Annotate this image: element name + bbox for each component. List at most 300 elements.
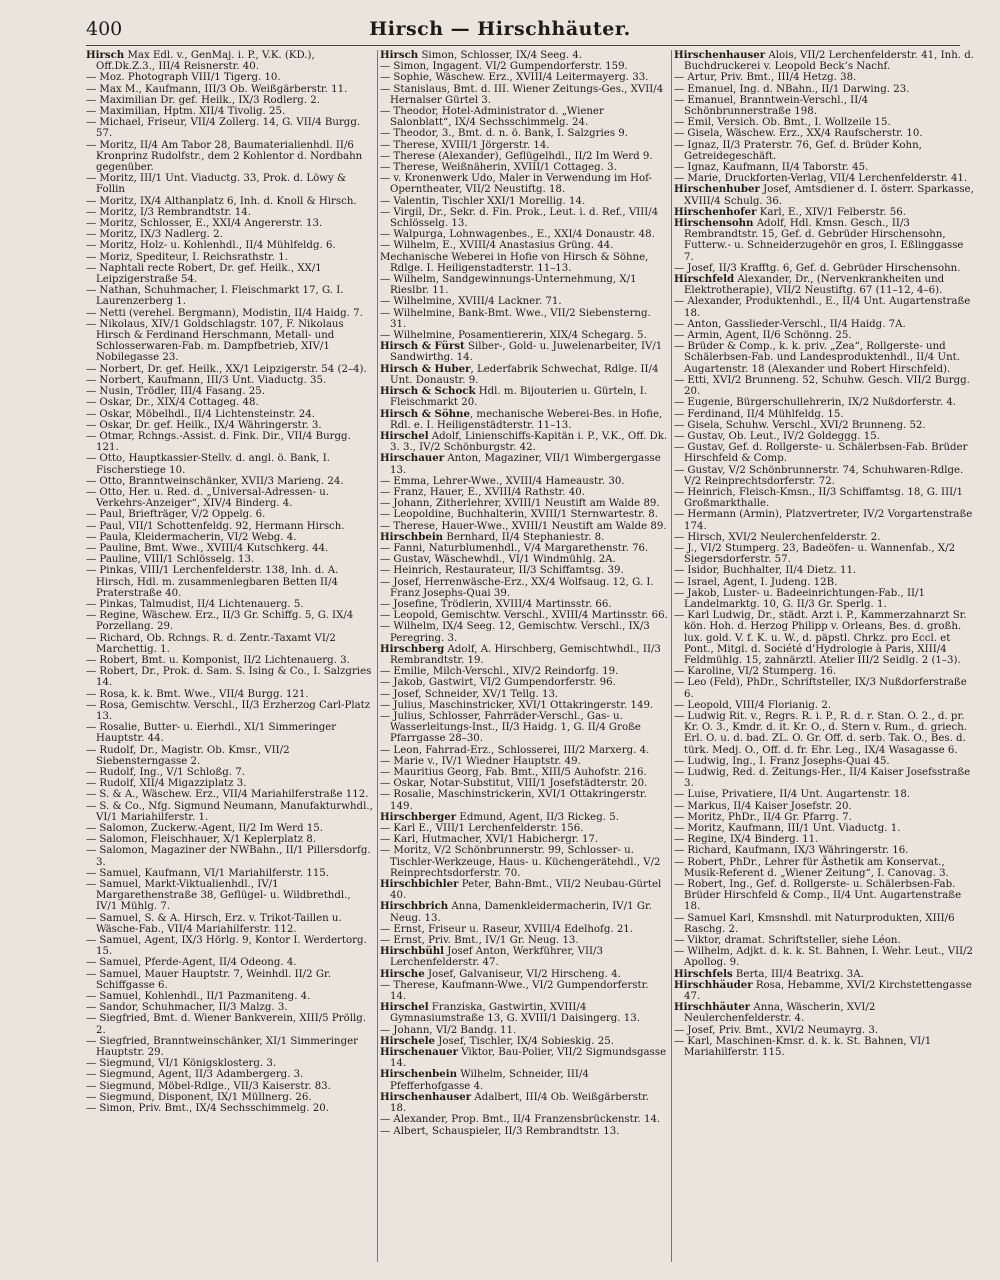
entry-text: — Mauritius Georg, Fab. Bmt., XIII/5 Auhofstr. 216. bbox=[380, 767, 647, 778]
directory-entry bbox=[380, 823, 668, 834]
entry-text: — Ignaz, II/3 Praterstr. 76, Gef. d. Brüder Kohn, Getreidegeschäft. bbox=[674, 139, 922, 162]
directory-entry bbox=[86, 72, 374, 83]
entry-surname: Hirsch bbox=[380, 50, 419, 61]
entry-text: — Robert, Bmt. u. Komponist, II/2 Lichtenauerg. 3. bbox=[86, 654, 350, 666]
directory-entry bbox=[674, 274, 974, 296]
entry-text: — Jakob, Luster- u. Badeeinrichtungen-Fab., II/1 Landelmarktg. 10, G. II/3 Gr. Sperlg. 1. bbox=[674, 587, 925, 610]
entry-text: — Moritz, III/1 Unt. Viaductg. 33, Prok. d. Löwy & Follin bbox=[86, 173, 347, 196]
entry-text: — Emanuel, Ing. d. NBahn., II/1 Darwing. 23. bbox=[674, 83, 910, 95]
entry-text: — Emma, Lehrer-Wwe., XVIII/4 Hameaustr. 30. bbox=[380, 475, 625, 487]
entry-text: — Hirsch, XVI/2 Neulerchenfelderstr. 2. bbox=[674, 531, 881, 543]
directory-entry bbox=[86, 84, 374, 95]
entry-surname: Hirschenhauser bbox=[674, 50, 766, 61]
directory-entry bbox=[674, 397, 974, 408]
entry-text: Rosa, Hebamme, XVI/2 Kirchstettengasse 47. bbox=[684, 979, 972, 1003]
entry-text: — Robert, Dr., Prok. d. Sam. S. Ising & Co., I. Salzgries 14. bbox=[86, 666, 372, 689]
entry-text: — Pinkas, Talmudist, II/4 Lichtenauerg. 5. bbox=[86, 598, 304, 610]
directory-entry bbox=[380, 509, 668, 520]
entry-text: — Moz. Photograph VIII/1 Tigerg. 10. bbox=[86, 72, 281, 84]
directory-entry bbox=[380, 543, 668, 554]
entry-text: — Leopold, VIII/4 Florianig. 2. bbox=[674, 699, 832, 711]
directory-entry bbox=[674, 532, 974, 543]
column-3 bbox=[674, 50, 974, 1262]
entry-text: — Samuel, Agent, IX/3 Hörlg. 9, Kontor I. Werdertorg. 15. bbox=[86, 935, 367, 958]
entry-text: — Ignaz, Kaufmann, II/4 Taborstr. 45. bbox=[674, 162, 869, 174]
column-2 bbox=[380, 50, 668, 1262]
directory-entry bbox=[86, 386, 374, 397]
directory-entry bbox=[86, 509, 374, 520]
directory-entry bbox=[86, 173, 374, 195]
entry-text: — Norbert, Kaufmann, III/3 Unt. Viaductg. 35. bbox=[86, 374, 327, 386]
entry-text: — Moritz, I/3 Rembrandtstr. 14. bbox=[86, 206, 251, 218]
entry-text: — Robert, PhDr., Lehrer für Ästhetik am Konservat., Musik-Referent d. „Wiener Zeitung“, I. Canovag. 3. bbox=[674, 856, 949, 879]
entry-text: — Rudolf, Ing., V/1 Schloßg. 7. bbox=[86, 767, 245, 778]
directory-entry bbox=[86, 218, 374, 229]
directory-entry bbox=[380, 453, 668, 475]
entry-text: — Samuel, Markt-Viktualienhdl., IV/1 Margarethenstraße 38, Geflügel- u. Wildbrethdl., IV/1 Mühlg. 7. bbox=[86, 879, 351, 913]
directory-entry bbox=[86, 700, 374, 722]
directory-entry bbox=[674, 812, 974, 823]
entry-text: — Ludwig, Ing., I. Franz Josephs-Quai 45. bbox=[674, 755, 890, 767]
entry-text: — Netti (verehel. Bergmann), Modistin, II/4 Haidg. 7. bbox=[86, 307, 363, 319]
directory-entry bbox=[380, 901, 668, 923]
entry-text: — Alexander, Produktenhdl., E., II/4 Unt. Augartenstraße 18. bbox=[674, 296, 971, 319]
directory-entry bbox=[380, 84, 668, 106]
entry-text: — Otto, Branntweinschänker, XVII/3 Marieng. 24. bbox=[86, 475, 344, 487]
directory-entry bbox=[86, 229, 374, 240]
entry-text: — Brüder & Comp., k. k. priv. „Zea“, Rollgerste- und Schälerbsen-Fab. und Landesproduktenhdl., II/4 Unt. Augartenstr. 18 (Alexander und Robert Hirschfeld). bbox=[674, 341, 960, 375]
entry-surname: Hirschensohn bbox=[674, 217, 754, 230]
directory-entry bbox=[674, 767, 974, 789]
entry-text: — Gisela, Wäschew. Erz., XX/4 Raufscherstr. 10. bbox=[674, 128, 923, 140]
directory-entry bbox=[380, 677, 668, 688]
directory-entry bbox=[674, 588, 974, 610]
directory-entry bbox=[674, 84, 974, 95]
column-divider bbox=[377, 50, 378, 1262]
directory-entry bbox=[86, 879, 374, 913]
directory-entry bbox=[380, 812, 668, 823]
directory-entry bbox=[86, 1092, 374, 1103]
directory-entry bbox=[380, 845, 668, 879]
entry-text: — Siegmund, VI/1 Königsklosterg. 3. bbox=[86, 1058, 277, 1070]
entry-text: Alexander, Dr., (Nervenkrankheiten und Elektrotherapie), VII/2 Neustiftg. 67 (11–12, 4–6). bbox=[684, 274, 945, 297]
entry-surname: Hirschenauer bbox=[380, 1046, 458, 1059]
entry-text: Simon, Schlosser, IX/4 Seeg. 4. bbox=[418, 50, 583, 61]
directory-entry bbox=[380, 308, 668, 330]
directory-entry bbox=[380, 756, 668, 767]
directory-entry bbox=[674, 935, 974, 946]
entry-text: — Franz, Hauer, E., XVIII/4 Rathstr. 40. bbox=[380, 486, 585, 498]
directory-entry bbox=[674, 666, 974, 677]
entry-text: Anton, Magaziner, VII/1 Wimbergergasse 13. bbox=[390, 453, 661, 476]
directory-entry bbox=[674, 117, 974, 128]
directory-entry bbox=[86, 95, 374, 106]
entry-text: — Josef, Herrenwäsche-Erz., XX/4 Wolfsaug. 12, G. I. Franz Josephs-Quai 39. bbox=[380, 576, 654, 599]
directory-entry bbox=[86, 106, 374, 117]
directory-entry bbox=[380, 879, 668, 901]
directory-entry bbox=[674, 465, 974, 487]
entry-text: — Therese, Weißnäherin, XVIII/1 Cottageg. 3. bbox=[380, 162, 617, 174]
directory-entry bbox=[380, 1002, 668, 1024]
entry-text: — Gustav, Wäschewhdl., VI/1 Windmühlg. 2A. bbox=[380, 554, 616, 566]
directory-entry bbox=[674, 980, 974, 1002]
entry-text: — Samuel, Kaufmann, VI/1 Mariahilferstr. 115. bbox=[86, 867, 330, 879]
entry-text: — Emilie, Milch-Verschl., XIV/2 Reindorfg. 19. bbox=[380, 666, 619, 678]
directory-entry bbox=[86, 565, 374, 599]
entry-text: — Otmar, Rchngs.-Assist. d. Fink. Dir., VII/4 Burgg. 121. bbox=[86, 430, 351, 454]
directory-entry bbox=[86, 689, 374, 700]
entry-text: — Oskar, Dr., XIX/4 Cottageg. 48. bbox=[86, 397, 259, 409]
directory-entry bbox=[380, 364, 668, 386]
entry-text: Peter, Bahn-Bmt., VII/2 Neubau-Gürtel 40. bbox=[390, 879, 662, 902]
entry-text: — Valentin, Tischler XXI/1 Morellig. 14. bbox=[380, 195, 586, 207]
entry-text: — Ferdinand, II/4 Mühlfeldg. 15. bbox=[674, 408, 844, 420]
directory-entry bbox=[86, 263, 374, 285]
entry-text: — Wilhelm, Adjkt. d. k. k. St. Bahnen, I. Wehr. Leut., VII/2 Apollog. 9. bbox=[674, 946, 974, 969]
directory-entry bbox=[86, 397, 374, 408]
directory-entry bbox=[674, 431, 974, 442]
entry-text: — Gisela, Schuhw. Verschl., XVI/2 Brunneng. 52. bbox=[674, 419, 926, 431]
entry-text: — Johann, Zitherlehrer, XVIII/1 Neustift am Walde 89. bbox=[380, 498, 660, 510]
entry-text: — Julius, Maschinstricker, XVI/1 Ottakringerstr. 149. bbox=[380, 699, 654, 711]
directory-entry bbox=[674, 756, 974, 767]
entry-surname: Hirsch & Fürst bbox=[380, 340, 465, 353]
entry-text: Adolf, Hdl. Kmsn. Gesch., II/3 Rembrandtstr. 15, Gef. d. Gebrüder Hirschensohn, Futterw.- u. Schneiderzugehör en gros, I. Eßlinggasse 7. bbox=[684, 218, 964, 263]
entry-text: — Oskar, Möbelhdl., II/4 Lichtensteinstr. 24. bbox=[86, 408, 316, 420]
entry-text: Max Edl. v., GenMaj. i. P., V.K. (KD.), Off.Dk.Z.3., III/4 Reisnerstr. 40. bbox=[96, 50, 315, 73]
directory-entry bbox=[674, 913, 974, 935]
entry-text: Viktor, Bau-Polier, VII/2 Sigmundsgasse 14. bbox=[390, 1047, 667, 1070]
directory-entry bbox=[86, 521, 374, 532]
directory-entry bbox=[86, 666, 374, 688]
entry-text: — Rudolf, Dr., Magistr. Ob. Kmsr., VII/2 Siebensterngasse 2. bbox=[86, 744, 290, 767]
directory-entry bbox=[86, 252, 374, 263]
entry-text: — Oskar, Dr. gef. Heilk., IX/4 Währingerstr. 3. bbox=[86, 419, 322, 431]
directory-entry bbox=[86, 868, 374, 879]
entry-text: — Regine, IX/4 Binderg. 11. bbox=[674, 834, 819, 846]
directory-entry bbox=[674, 442, 974, 464]
directory-entry bbox=[674, 218, 974, 263]
directory-entry bbox=[380, 1047, 668, 1069]
directory-entry bbox=[86, 633, 374, 655]
entry-text: — Fanni, Naturblumenhdl., V/4 Margarethenstr. 76. bbox=[380, 542, 649, 554]
entry-text: — Rosalie, Maschinstrickerin, XVI/1 Ottakringerstr. 149. bbox=[380, 789, 647, 812]
entry-text: Josef, Tischler, IX/4 Sobieskig. 25. bbox=[435, 1035, 614, 1047]
directory-entry bbox=[674, 375, 974, 397]
entry-text: — Karl Ludwig, Dr., städt. Arzt i. P., Kammerzahnarzt Sr. kön. Hoh. d. Herzog Philipp v. Orleans, Bes. d. großh. lux. gold. V. f. K. u. W., d. päpstl. Chrkz. pro Eccl. et Pont., Mitgl. d. Société d’Hydrologie à Paris, XIII/4 Feldmühlg. 15, zahnärztl. Atelier III/2 Seidlg. 2 (1–3). bbox=[674, 610, 967, 666]
entry-text: Silber-, Gold- u. Juwelenarbeiter, IV/1 Sandwirthg. 14. bbox=[390, 341, 663, 364]
directory-entry bbox=[674, 72, 974, 83]
directory-entry bbox=[380, 1069, 668, 1091]
directory-entry bbox=[380, 621, 668, 643]
directory-entry bbox=[86, 935, 374, 957]
entry-text: — Gustav, V/2 Schönbrunnerstr. 74, Schuhwaren-Rdlge. V/2 Reinprechtsdorferstr. 72. bbox=[674, 464, 964, 487]
directory-entry bbox=[86, 778, 374, 789]
entry-text: — S. & Co., Nfg. Sigmund Neumann, Manufakturwhdl., VI/1 Mariahilferstr. 1. bbox=[86, 800, 373, 823]
column-1 bbox=[86, 50, 374, 1262]
entry-text: — Josef, Schneider, XV/1 Tellg. 13. bbox=[380, 688, 559, 700]
entry-text: — Maximilian, Hptm. XII/4 Tivolig. 25. bbox=[86, 106, 286, 118]
directory-entry bbox=[380, 946, 668, 968]
directory-entry bbox=[674, 95, 974, 117]
entry-text: — Gustav, Gef. d. Rollgerste- u. Schälerbsen-Fab. Brüder Hirschfeld & Comp. bbox=[674, 442, 968, 465]
directory-entry bbox=[674, 296, 974, 318]
entry-text: — Regine, Wäschew. Erz., II/3 Gr. Schiffg. 5, G. IX/4 Porzellang. 29. bbox=[86, 610, 354, 633]
directory-entry bbox=[674, 857, 974, 879]
directory-entry bbox=[674, 879, 974, 913]
directory-entry bbox=[674, 834, 974, 845]
directory-entry bbox=[674, 319, 974, 330]
directory-entry bbox=[380, 50, 668, 61]
directory-entry bbox=[380, 700, 668, 711]
directory-entry bbox=[86, 722, 374, 744]
entry-text: — Moritz, PhDr., II/4 Gr. Pfarrg. 7. bbox=[674, 811, 852, 823]
entry-surname: Hirschenbein bbox=[380, 1068, 457, 1081]
entry-text: — Gustav, Ob. Leut., IV/2 Goldeggg. 15. bbox=[674, 430, 880, 442]
directory-entry bbox=[86, 308, 374, 319]
entry-text: — Moritz, II/4 Am Tabor 28, Baumaterialienhdl. II/6 Kronprinz Rudolfstr., dem 2 Kohlentor d. Nordbahn gegenüber. bbox=[86, 139, 363, 174]
entry-text: — Wilhelmine, Posamentiererin, XIX/4 Schegarg. 5. bbox=[380, 330, 647, 342]
entry-text: — Armin, Agent, II/6 Schönng. 25. bbox=[674, 330, 852, 342]
directory-entry bbox=[86, 543, 374, 554]
entry-text: — Theodor, 3., Bmt. d. n. ö. Bank, I. Salzgries 9. bbox=[380, 128, 629, 140]
entry-text: — Wilhelm, IX/4 Seeg. 12, Gemischtw. Verschl., IX/3 Peregring. 3. bbox=[380, 621, 650, 644]
entry-text: — Rosalie, Butter- u. Eierhdl., XI/1 Simmeringer Hauptstr. 44. bbox=[86, 722, 337, 745]
directory-entry bbox=[86, 532, 374, 543]
directory-entry bbox=[674, 420, 974, 431]
directory-entry bbox=[380, 409, 668, 431]
entry-text: — Robert, Ing., Gef. d. Rollgerste- u. Schälerbsen-Fab. Brüder Hirschfeld & Comp., II/4 Unt. Augartenstraße 18. bbox=[674, 879, 962, 913]
entry-text: — Otto, Hauptkassier-Stellv. d. angl. ö. Bank, I. Fischerstiege 10. bbox=[86, 453, 331, 476]
entry-text: — Sophie, Wäschew. Erz., XVIII/4 Leitermayerg. 33. bbox=[380, 72, 649, 84]
directory-entry bbox=[674, 50, 974, 72]
directory-entry bbox=[380, 476, 668, 487]
entry-text: Josef Anton, Werkführer, VII/3 Lerchenfelderstr. 47. bbox=[390, 946, 603, 969]
directory-entry bbox=[86, 599, 374, 610]
entry-text: Mechanische Weberei in Hofie von Hirsch & Söhne, Rdlge. I. Heiligenstadterstr. 11–13. bbox=[380, 251, 649, 274]
entry-text: — Josefine, Trödlerin, XVIII/4 Martinsstr. 66. bbox=[380, 598, 612, 610]
directory-entry bbox=[86, 1013, 374, 1035]
entry-text: — Moritz, Schlosser, E., XXI/4 Angererstr. 13. bbox=[86, 218, 323, 230]
entry-surname: Hirschhäuder bbox=[674, 978, 753, 991]
entry-surname: Hirschauer bbox=[380, 452, 445, 465]
directory-entry bbox=[86, 554, 374, 565]
entry-text: — Siegmund, Möbel-Rdlge., VII/3 Kaiserstr. 83. bbox=[86, 1080, 331, 1092]
directory-entry bbox=[674, 700, 974, 711]
directory-entry bbox=[674, 565, 974, 576]
entry-text: — Siegfried, Bmt. d. Wiener Bankverein, XIII/5 Pröllg. 2. bbox=[86, 1013, 367, 1036]
entry-text: — S. & A., Wäschew. Erz., VII/4 Mariahilferstraße 112. bbox=[86, 789, 369, 801]
directory-entry bbox=[674, 1025, 974, 1036]
directory-entry bbox=[380, 252, 668, 274]
entry-text: — Oskar, Notar-Substitut, VIII/1 Josefstädterstr. 20. bbox=[380, 778, 648, 790]
entry-surname: Hirschenhauser bbox=[380, 1090, 472, 1103]
directory-entry bbox=[86, 431, 374, 453]
entry-surname: Hirschenhuber bbox=[674, 183, 760, 196]
directory-entry bbox=[674, 677, 974, 699]
directory-entry bbox=[674, 1002, 974, 1024]
entry-surname: Hirschbichler bbox=[380, 878, 459, 891]
entry-text: — Marie v., IV/1 Wiedner Hauptstr. 49. bbox=[380, 755, 581, 767]
directory-entry bbox=[380, 229, 668, 240]
entry-text: — Karl, Maschinen-Kmsr. d. k. k. St. Bahnen, VI/1 Mariahilferstr. 115. bbox=[674, 1035, 932, 1059]
directory-entry bbox=[86, 913, 374, 935]
page-number: 400 bbox=[86, 18, 123, 40]
entry-text: — Pinkas, VIII/1 Lerchenfelderstr. 138, Inh. d. A. Hirsch, Hdl. m. zusammenlegbaren Betten II/4 Praterstraße 40. bbox=[86, 565, 339, 599]
directory-entry bbox=[380, 767, 668, 778]
directory-entry bbox=[380, 196, 668, 207]
entry-text: — Julius, Schlosser, Fahrräder-Verschl., Gas- u. Wasserleitungs-Inst., II/3 Haidg. 1, G. II/4 Große Pfarrgasse 28–30. bbox=[380, 710, 641, 745]
directory-entry bbox=[86, 375, 374, 386]
entry-text: — Nusin, Trödler, III/4 Fasang. 25. bbox=[86, 386, 265, 398]
directory-entry bbox=[86, 117, 374, 139]
entry-surname: Hirsch & Söhne bbox=[380, 407, 470, 420]
directory-entry bbox=[86, 196, 374, 207]
entry-text: — Pauline, VIII/1 Schlösselg. 13. bbox=[86, 554, 255, 566]
entry-text: — Leopold, Gemischtw. Verschl., XVIII/4 Martinsstr. 66. bbox=[380, 610, 668, 622]
directory-entry bbox=[86, 453, 374, 475]
directory-entry bbox=[380, 173, 668, 195]
directory-entry bbox=[674, 711, 974, 756]
entry-surname: Hirsch & Huber bbox=[380, 362, 471, 375]
title-rule bbox=[86, 45, 960, 46]
directory-entry bbox=[380, 341, 668, 363]
entry-text: — Max M., Kaufmann, III/3 Ob. Weißgärberstr. 11. bbox=[86, 83, 348, 95]
entry-text: — Alexander, Prop. Bmt., II/4 Franzensbrückenstr. 14. bbox=[380, 1114, 661, 1126]
entry-surname: Hirschberger bbox=[380, 810, 457, 823]
directory-entry bbox=[674, 1036, 974, 1058]
entry-surname: Hirschele bbox=[380, 1034, 436, 1047]
entry-text: — Rosa, Gemischtw. Verschl., II/3 Erzherzog Carl-Platz 13. bbox=[86, 699, 371, 722]
entry-text: — Leon, Fahrrad-Erz., Schlosserei, III/2 Marxerg. 4. bbox=[380, 744, 650, 756]
entry-text: — Richard, Kaufmann, IX/3 Währingerstr. 16. bbox=[674, 845, 909, 857]
directory-entry bbox=[380, 789, 668, 811]
entry-text: Adolf, A. Hirschberg, Gemischtwhdl., II/3 Rembrandtstr. 19. bbox=[390, 643, 661, 666]
entry-surname: Hirsch & Schock bbox=[380, 385, 476, 398]
directory-entry bbox=[380, 1092, 668, 1114]
entry-text: — Josef, Priv. Bmt., XVI/2 Neumayrg. 3. bbox=[674, 1024, 879, 1036]
directory-entry bbox=[86, 1103, 374, 1114]
directory-entry bbox=[86, 409, 374, 420]
entry-text: , Lederfabrik Schwechat, Rdlge. II/4 Unt. Donaustr. 9. bbox=[390, 363, 659, 386]
entry-text: — Pauline, Bmt. Wwe., XVIII/4 Kutschkerg. 44. bbox=[86, 542, 329, 554]
entry-text: — Maximilian Dr. gef. Heilk., IX/3 Rodlerg. 2. bbox=[86, 94, 321, 106]
entry-text: — Ludwig, Red. d. Zeitungs-Her., II/4 Kaiser Josefsstraße 3. bbox=[674, 767, 971, 790]
directory-entry bbox=[380, 554, 668, 565]
entry-text: — Moritz, V/2 Schönbrunnerstr. 99, Schlosser- u. Tischler-Werkzeuge, Haus- u. Küchengerätehdl., V/2 Reinprechtsdorferstr. 70. bbox=[380, 845, 661, 879]
entry-text: — Marie, Druckforten-Verlag, VII/4 Lerchenfelderstr. 41. bbox=[674, 173, 968, 185]
directory-entry bbox=[674, 341, 974, 375]
entry-text: — Therese (Alexander), Geflügelhdl., II/2 Im Werd 9. bbox=[380, 150, 653, 162]
entry-surname: Hirschhäuter bbox=[674, 1001, 751, 1014]
directory-entry bbox=[380, 666, 668, 677]
entry-text: Anna, Wäscherin, XVI/2 Neulerchenfelderstr. 4. bbox=[684, 1002, 876, 1025]
entry-text: Bernhard, II/4 Stephaniestr. 8. bbox=[443, 531, 605, 543]
directory-entry bbox=[86, 991, 374, 1002]
entry-text: Hdl. m. Bijouterien u. Gürteln, I. Fleischmarkt 20. bbox=[390, 386, 648, 409]
directory-entry bbox=[380, 162, 668, 173]
entry-text: — Israel, Agent, I. Judeng. 12B. bbox=[674, 576, 838, 588]
entry-text: — Walpurga, Lohnwagenbes., E., XXI/4 Donaustr. 48. bbox=[380, 229, 655, 241]
directory-entry bbox=[86, 1036, 374, 1058]
entry-text: — Karl, Hutmacher, XVI/1 Habichergr. 17. bbox=[380, 834, 599, 846]
entry-text: — Siegmund, Agent, II/3 Adambergerg. 3. bbox=[86, 1069, 304, 1081]
directory-entry bbox=[380, 296, 668, 307]
directory-entry bbox=[380, 431, 668, 453]
entry-surname: Hirschel bbox=[380, 429, 429, 442]
entry-text: — Simon, Ingagent. VI/2 Gumpendorferstr. 159. bbox=[380, 61, 628, 73]
entry-text: Adalbert, III/4 Ob. Weißgärberstr. 18. bbox=[390, 1091, 650, 1115]
directory-entry bbox=[86, 476, 374, 487]
entry-text: — Josef, II/3 Krafftg. 6, Gef. d. Gebrüder Hirschensohn. bbox=[674, 262, 961, 274]
entry-text: — Jakob, Gastwirt, VI/2 Gumpendorferstr. 96. bbox=[380, 677, 616, 689]
directory-entry bbox=[380, 778, 668, 789]
directory-entry bbox=[86, 207, 374, 218]
entry-text: — Anton, Gasslieder-Verschl., II/4 Haidg. 7A. bbox=[674, 318, 906, 330]
entry-text: — Therese, XVIII/1 Jörgerstr. 14. bbox=[380, 139, 550, 151]
directory-entry bbox=[380, 565, 668, 576]
directory-entry bbox=[86, 834, 374, 845]
entry-text: — Sandor, Schuhmacher, II/3 Malzg. 3. bbox=[86, 1002, 288, 1014]
entry-text: — Siegmund, Disponent, IX/1 Müllnerg. 26. bbox=[86, 1091, 312, 1103]
directory-entry bbox=[86, 789, 374, 800]
entry-text: — Paula, Kleidermacherin, VI/2 Webg. 4. bbox=[86, 531, 297, 543]
entry-text: Berta, III/4 Beatrixg. 3A. bbox=[732, 968, 864, 980]
directory-entry bbox=[380, 532, 668, 543]
entry-text: — Moritz, IX/4 Althanplatz 6, Inh. d. Knoll & Hirsch. bbox=[86, 195, 357, 207]
entry-surname: Hirschbein bbox=[380, 530, 444, 543]
directory-entry bbox=[674, 140, 974, 162]
entry-text: Alois, VII/2 Lerchenfelderstr. 41, Inh. d. Buchdruckerei v. Leopold Beck’s Nachf. bbox=[684, 50, 974, 73]
entry-surname: Hirschbrich bbox=[380, 900, 449, 913]
directory-entry bbox=[380, 644, 668, 666]
entry-text: — Isidor, Buchhalter, II/4 Dietz. 11. bbox=[674, 565, 857, 577]
directory-entry bbox=[380, 240, 668, 251]
entry-text: — Paul, VII/1 Schottenfeldg. 92, Hermann Hirsch. bbox=[86, 520, 345, 532]
entry-text: — Ernst, Friseur u. Raseur, XVIII/4 Edelhofg. 21. bbox=[380, 923, 634, 935]
entry-text: — Michael, Friseur, VII/4 Zollerg. 14, G. VII/4 Burgg. 57. bbox=[86, 117, 361, 140]
directory-entry bbox=[380, 577, 668, 599]
entry-text: Edmund, Agent, II/3 Rickeg. 5. bbox=[456, 811, 619, 823]
entry-text: Franziska, Gastwirtin, XVIII/4 Gymnasiumstraße 13, G. XVIII/1 Daisingerg. 13. bbox=[390, 1002, 640, 1025]
directory-entry bbox=[674, 409, 974, 420]
entry-text: — Ernst, Priv. Bmt., IV/1 Gr. Neug. 13. bbox=[380, 935, 579, 947]
directory-entry bbox=[86, 957, 374, 968]
entry-surname: Hirsche bbox=[380, 967, 425, 980]
entry-text: — Naphtali recte Robert, Dr. gef. Heilk., XX/1 Leipzigerstraße 54. bbox=[86, 262, 322, 286]
entry-text: — Etti, XVI/2 Brunneng. 52, Schuhw. Gesch. VII/2 Burgg. 20. bbox=[674, 374, 970, 398]
entry-text: — Karl E., VIII/1 Lerchenfelderstr. 156. bbox=[380, 823, 584, 835]
entry-text: — Emanuel, Branntwein-Verschl., II/4 Schönbrunnerstraße 198. bbox=[674, 94, 869, 118]
entry-surname: Hirschberg bbox=[380, 642, 445, 655]
entry-text: — Richard, Ob. Rchngs. R. d. Zentr.-Taxamt VI/2 Marchettig. 1. bbox=[86, 632, 336, 655]
entry-text: — Moriz, Spediteur, I. Reichsrathstr. 1. bbox=[86, 251, 289, 263]
directory-entry bbox=[86, 745, 374, 767]
directory-entry bbox=[86, 1081, 374, 1092]
directory-entry bbox=[86, 487, 374, 509]
entry-text: — Samuel Karl, Kmsnshdl. mit Naturprodukten, XIII/6 Raschg. 2. bbox=[674, 912, 955, 935]
entry-text: — Salomon, Zuckerw.-Agent, II/2 Im Werd 15. bbox=[86, 823, 323, 835]
entry-surname: Hirsch bbox=[86, 50, 125, 61]
entry-text: — Emil, Versich. Ob. Bmt., I. Wollzeile 15. bbox=[674, 117, 891, 129]
entry-text: — Norbert, Dr. gef. Heilk., XX/1 Leipzigerstr. 54 (2–4). bbox=[86, 363, 367, 375]
directory-entry bbox=[674, 509, 974, 531]
directory-entry bbox=[380, 498, 668, 509]
directory-entry bbox=[674, 487, 974, 509]
directory-entry bbox=[86, 285, 374, 307]
entry-surname: Hirschbühl bbox=[380, 945, 445, 958]
directory-entry bbox=[380, 1114, 668, 1125]
